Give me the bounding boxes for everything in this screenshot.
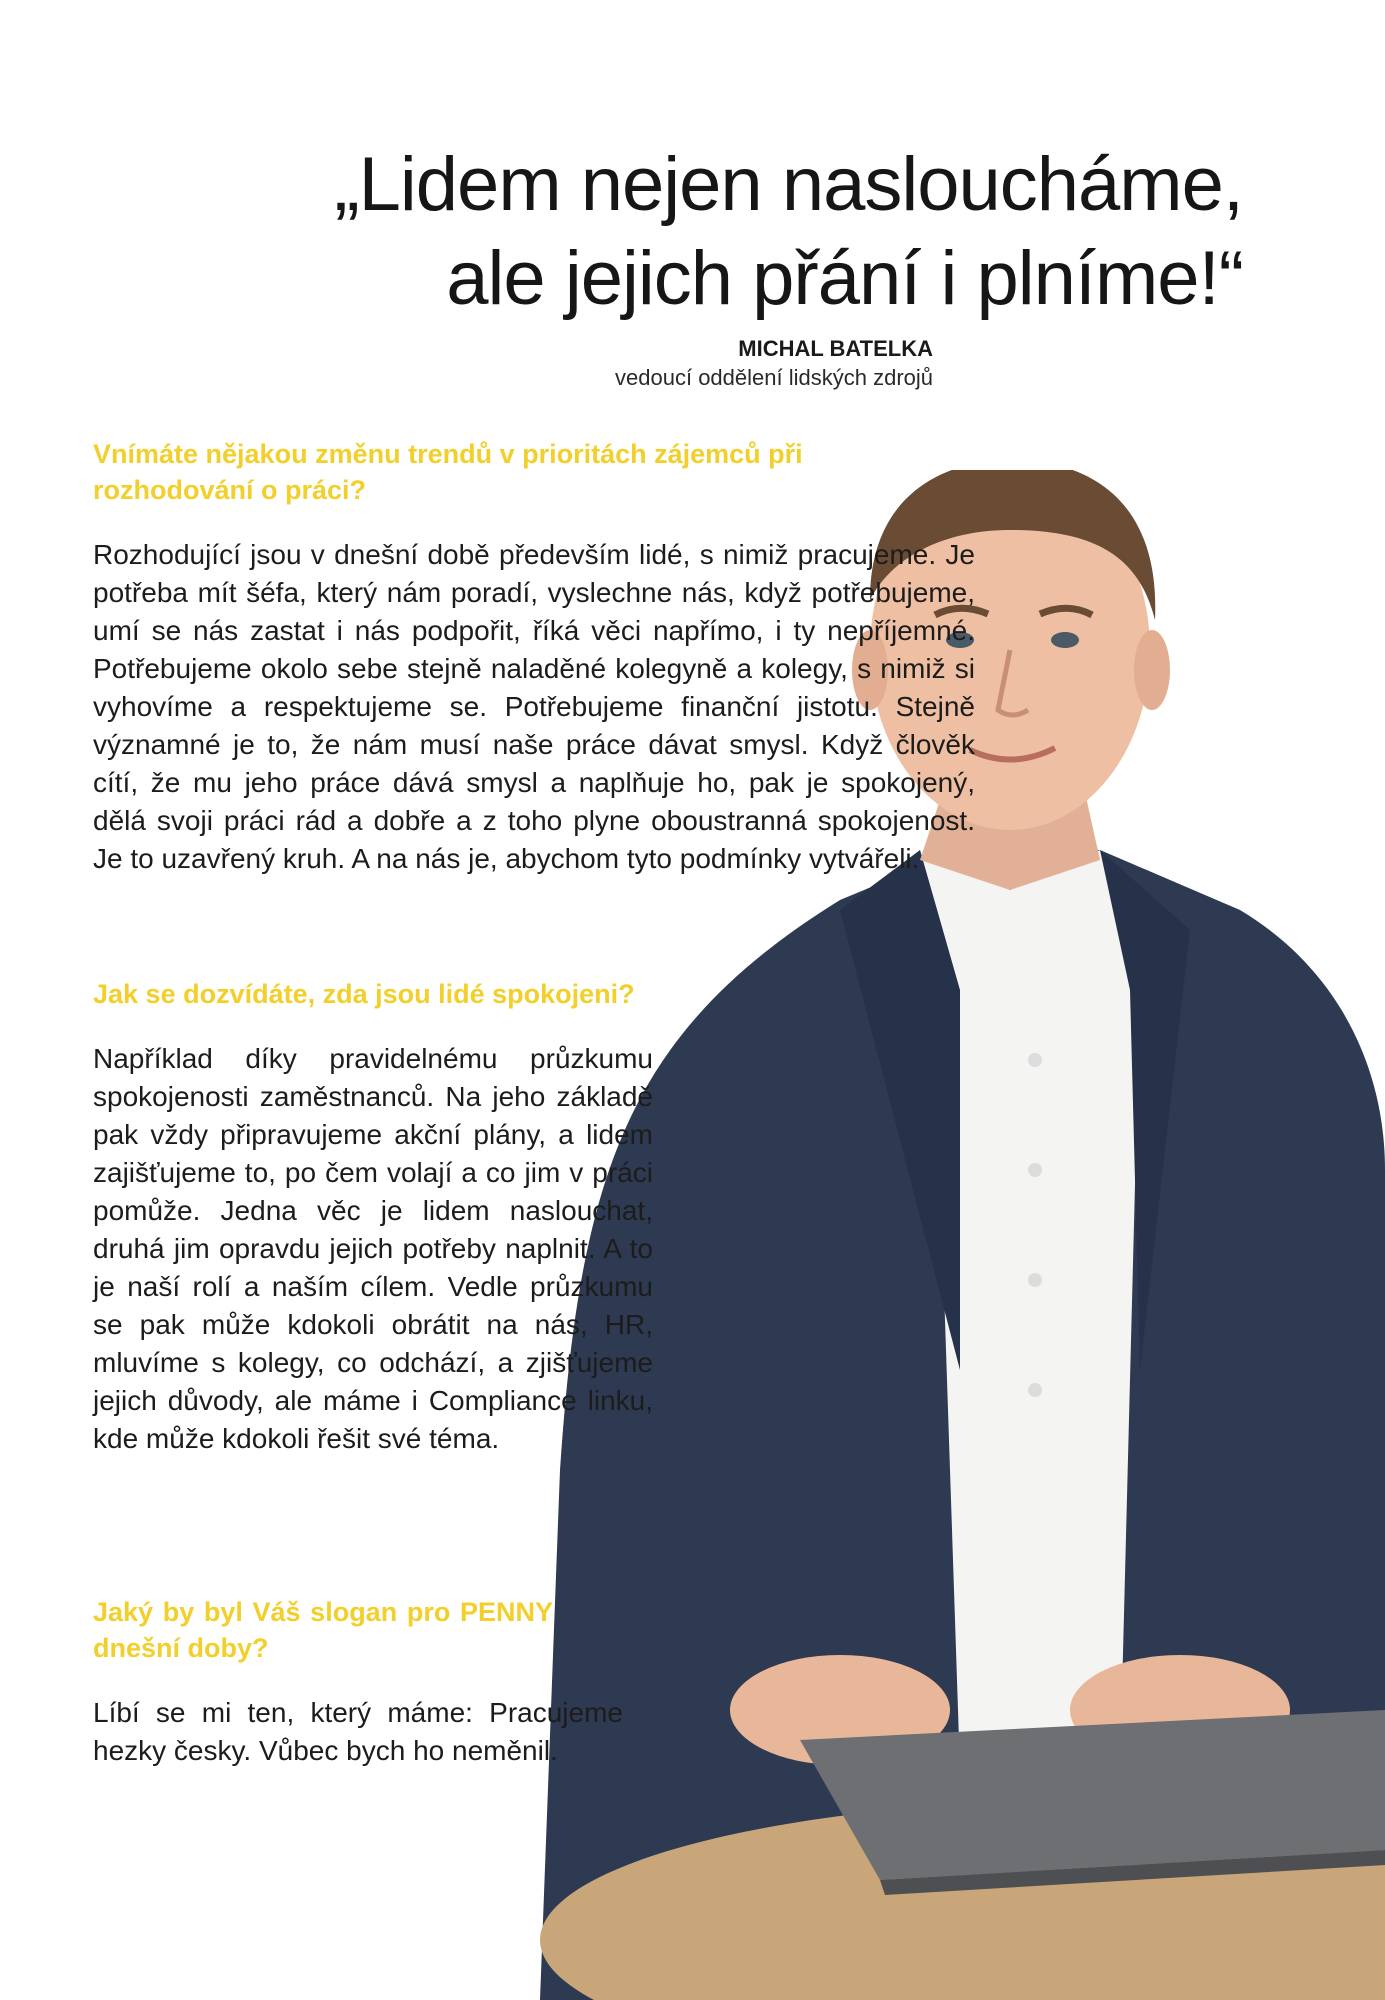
interview-question-2: Jak se dozvídáte, zda jsou lidé spokojeni? [93, 979, 635, 1009]
interview-question-3: Jaký by byl Váš slogan pro PENNY dnešní doby? [93, 1597, 553, 1663]
shirt-button [1028, 1163, 1042, 1177]
headline-quote [143, 138, 1243, 326]
shirt-button [1028, 1383, 1042, 1397]
ear [1134, 630, 1170, 710]
author-block [615, 334, 933, 392]
shirt-button [1028, 1053, 1042, 1067]
interview-answer-2: Například díky pravidelnému průzkumu spokojenosti zaměstnanců. Na jeho základě pak vždy připravujeme akční plány, a lidem zajišťujeme to, po čem volají a co jim v práci pomůže. Jedna věc je lidem naslouchat, druhá jim opravdu jejich potřeby naplnit. A to je naší rolí a naším cílem. Vedle průzkumu se pak může kdokoli obrátit na nás, HR, mluvíme s kolegy, co odchází, a zjišťujeme jejich důvody, ale máme i Compliance linku, kde může kdokoli řešit své téma. [93, 1043, 653, 1454]
interview-answer-1: Rozhodující jsou v dnešní době především lidé, s nimiž pracujeme. Je potřeba mít šéfa, který nám poradí, vyslechne nás, když potřebujeme, umí se nás zastat i nás podpořit, říká věci napřímo, i ty nepříjemné. Potřebujeme okolo sebe stejně naladěné kolegyně a kolegy, s nimiž si vyhovíme a respektujeme se. Potřebujeme finanční jistotu. Stejně významné je to, že nám musí naše práce dávat smysl. Když člověk cítí, že mu jeho práce dává smysl a naplňuje ho, pak je spokojený, dělá svoji práci rád a dobře a z toho plyne oboustranná spokojenost. Je to uzavřený kruh. A na nás je, abychom tyto podmínky vytvářeli. [93, 539, 975, 874]
author-name: MICHAL BATELKA [738, 336, 933, 361]
headline-line-1: „Lidem nejen nasloucháme, [334, 142, 1243, 227]
author-role: vedoucí oddělení lidských zdrojů [615, 365, 933, 390]
headline-line-2: ale jejich přání i plníme!“ [446, 236, 1243, 321]
interview-question-1: Vnímáte nějakou změnu trendů v prioritách zájemců při rozhodování o práci? [93, 439, 803, 505]
shirt-button [1028, 1273, 1042, 1287]
interview-answer-3: Líbí se mi ten, který máme: Pracujeme hezky česky. Vůbec bych ho neměnil. [93, 1697, 623, 1766]
eye [1051, 632, 1079, 648]
laptop [800, 1710, 1385, 1880]
